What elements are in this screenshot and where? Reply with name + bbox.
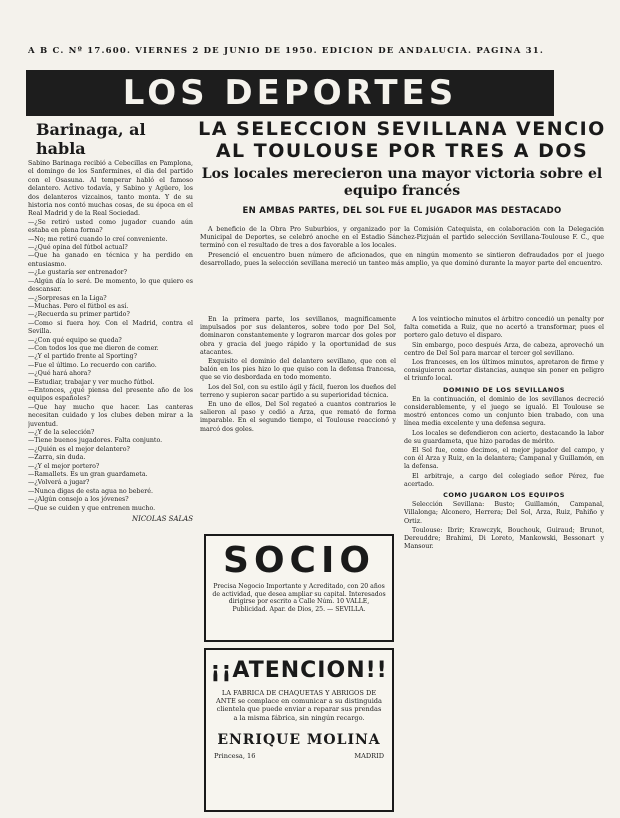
interview-paragraph: —¿Y el partido frente al Sporting? — [28, 353, 138, 361]
atencion-business-name: ENRIQUE MOLINA — [217, 731, 381, 748]
story-paragraph: Los del Sol, con su estilo ágil y fácil, fueron los dueños del terreno y supieron sacar partido a su superioridad técnica. — [200, 383, 396, 399]
interview-paragraph: —Zarra, sin duda. — [28, 454, 86, 462]
interview-paragraph: —¿Se retiró usted como jugador cuando aún estaba en plena forma? — [28, 218, 193, 235]
interview-paragraph: —Fue el último. Lo recuerdo con cariño. — [28, 361, 157, 369]
main-deck: EN AMBAS PARTES, DEL SOL FUE EL JUGADOR MAS DESTACADO — [242, 206, 562, 216]
main-headline-block — [198, 118, 606, 216]
interview-paragraph: —Muchas. Pero el fútbol es así. — [28, 302, 129, 310]
interview-paragraph: —¿Algún consejo a los jóvenes? — [28, 496, 129, 504]
story-subhead: DOMINIO DE LOS SEVILLANOS — [443, 385, 565, 394]
story-paragraph: A beneficio de la Obra Pro Suburbios, y organizado por la Comisión Catequista, en colaboración con la Delegación Municipal de Deportes, se celebró anoche en el Estadio Sánchez-Pizjuán el partido selección Sevillana-Toulouse F. C., que terminó con el resultado de tres a dos favorable a los locales. — [200, 226, 604, 250]
story-intro — [200, 226, 604, 314]
atencion-advertisement — [204, 648, 394, 812]
interview-paragraph: —Que hay mucho que hacer. Las canteras necesitan cuidado y los clubes deben mirar a la juventud. — [28, 403, 193, 428]
interview-paragraph: —Que ha ganado en técnica y ha perdido en entusiasmo. — [28, 252, 193, 268]
interview-paragraph: —¿Y el mejor portero? — [28, 462, 100, 470]
interview-paragraph: —Algún día lo seré. De momento, lo que quiero es descansar. — [28, 277, 193, 294]
story-paragraph: En uno de ellos, Del Sol regateó a cuantos contrarios le salieron al paso y cedió a Arza, que remató de forma imparable. En el segundo tiempo, el Toulouse reaccionó y marcó dos goles. — [200, 401, 396, 433]
story-middle-column — [200, 316, 396, 530]
atencion-body: LA FABRICA DE CHAQUETAS Y ABRIGOS DE ANTE se complace en comunicar a su distinguida clientela que puede enviar a reparar sus prendas a la misma fábrica, sin ningún recargo. — [216, 689, 382, 722]
main-subheadline: Los locales merecieron una mayor victoria sobre el equipo francés — [201, 166, 603, 199]
interview-signature: NICOLAS SALAS — [131, 515, 193, 524]
interview-paragraph: —Con todos los que me dieron de comer. — [28, 344, 159, 352]
team-lineup: Toulouse: Ibrir; Krawczyk, Bouchouk, Guiraud; Brunot, Dereuddre; Brahimi, Di Loreto, Mankowski, Bessonart y Mansour. — [404, 526, 604, 551]
story-paragraph: El arbitraje, a cargo del colegiado señor Pérez, fue acertado. — [404, 472, 604, 488]
story-paragraph: Exquisito el dominio del delantero sevillano, que con el balón en los pies hizo lo que quiso con la defensa francesa, que se vio desbordada en todo momento. — [200, 358, 396, 382]
interview-column — [28, 120, 193, 810]
socio-advertisement — [204, 534, 394, 642]
section-banner: LOS DEPORTES — [26, 70, 554, 116]
interview-paragraph: —Entonces, ¿qué piensa del presente año de los equipos españoles? — [28, 386, 193, 403]
interview-paragraph: —Tiene buenos jugadores. Falta conjunto. — [28, 437, 163, 445]
story-paragraph: Sin embargo, poco después Arza, de cabeza, aprovechó un centro de Del Sol para marcar el tercer gol sevillano. — [404, 341, 604, 357]
interview-paragraph: —Nunca digas de esta agua no beberé. — [28, 487, 153, 495]
interview-paragraph: —No; me retiré cuando lo creí conveniente. — [28, 235, 168, 243]
team-lineup: Selección Sevillana: Busto; Guillamón, Campanal, Villalonga; Alconero, Herrera; Del Sol, Arza, Ruiz, Pahiño y Ortiz. — [404, 501, 604, 525]
interview-paragraph: —Ramallets. Es un gran guardameta. — [28, 471, 148, 479]
story-paragraph: Presenció el encuentro buen número de aficionados, que en ningún momento se sintieron defraudados por el juego desarrollado, pues la selección sevillana mereció un tanteo más amplio, ya que dominó durante la mayor parte del encuentro. — [200, 251, 604, 267]
interview-paragraph: —¿Recuerda su primer partido? — [28, 311, 130, 319]
interview-paragraph: —¿Qué hará ahora? — [28, 370, 91, 378]
story-paragraph: El Sol fue, como decimos, el mejor jugador del campo, y con él Arza y Ruiz, en la delantera; Campanal y Guillamón, en la defensa. — [404, 447, 604, 471]
story-paragraph: En la continuación, el dominio de los sevillanos decreció considerablemente, y el juego se igualó. El Toulouse se mostró entonces como un conjunto bien trabado, con una línea media excelente y una defensa segura. — [404, 395, 604, 428]
interview-paragraph: —¿Sorpresas en la Liga? — [28, 294, 107, 302]
atencion-city: MADRID — [354, 751, 384, 760]
interview-paragraph: —Como si fuera hoy. Con el Madrid, contra el Sevilla. — [28, 319, 193, 336]
story-paragraph: Los franceses, en los últimos minutos, apretaron de firme y consiguieron acortar distancias, aunque sin poner en peligro el triunfo local. — [404, 359, 604, 383]
interview-paragraph: —Estudiar, trabajar y ver mucho fútbol. — [28, 378, 155, 386]
interview-title: Barinaga, al habla — [36, 120, 146, 158]
main-headline: LA SELECCION SEVILLANA VENCIO AL TOULOUSE POR TRES A DOS — [198, 118, 606, 162]
interview-body — [28, 160, 193, 513]
story-paragraph: En la primera parte, los sevillanos, magníficamente impulsados por sus delanteros, sobre todo por Del Sol, dominaron constantemente y lograron marcar dos goles por obra y gracia del juego rápido y la oportunidad de sus atacantes. — [200, 316, 396, 356]
story-right-column — [404, 316, 604, 810]
story-paragraph: Los locales se defendieron con acierto, destacando la labor de su guardameta, que hizo paradas de mérito. — [404, 429, 604, 445]
interview-paragraph: Sabino Barinaga recibió a Cebecillas en Pamplona, el domingo de los Sanfermines, el dia del partido con el Osasuna. Al temperar habló el famoso delantero. Activo todavía, y Sabino y Agüero, los dos delanteros vizcainos, tanto monta. Y de su historia nos contó muchas cosas, de su época en el Real Madrid y de la Real Sociedad. — [28, 160, 193, 218]
socio-body: Precisa Negocio Importante y Acreditado, con 20 años de actividad, que desea ampliar su capital. Interesados dirigirse por escrito a Calle Núm. 10 VALLE, Publicidad. Apar. de Dios, 25. — SEVILLA. — [212, 583, 386, 613]
story-paragraph: A los veintiocho minutos el árbitro concedió un penalty por falta cometida a Ruiz, que no acertó a transformar, pues el portero galo detuvo el disparo. — [404, 316, 604, 340]
running-head: A B C. Nº 17.600. VIERNES 2 DE JUNIO DE 1950. EDICION DE ANDALUCIA. PAGINA 31. — [28, 46, 545, 56]
interview-paragraph: —¿Con qué equipo se queda? — [28, 336, 122, 344]
interview-paragraph: —¿Quién es el mejor delantero? — [28, 445, 130, 453]
atencion-address: Princesa, 16 — [214, 751, 256, 760]
interview-paragraph: —¿Le gustaría ser entrenador? — [28, 269, 128, 277]
story-subhead: COMO JUGARON LOS EQUIPOS — [443, 491, 565, 500]
atencion-footer — [206, 752, 392, 760]
interview-paragraph: —¿Volverá a jugar? — [28, 479, 90, 487]
interview-paragraph: —¿Y de la selección? — [28, 429, 95, 436]
atencion-title: ¡¡ATENCION!! — [210, 658, 388, 683]
interview-paragraph: —¿Qué opina del fútbol actual? — [28, 244, 128, 252]
interview-paragraph: —Que se cuiden y que entrenen mucho. — [28, 504, 156, 512]
socio-title: SOCIO — [223, 540, 375, 581]
